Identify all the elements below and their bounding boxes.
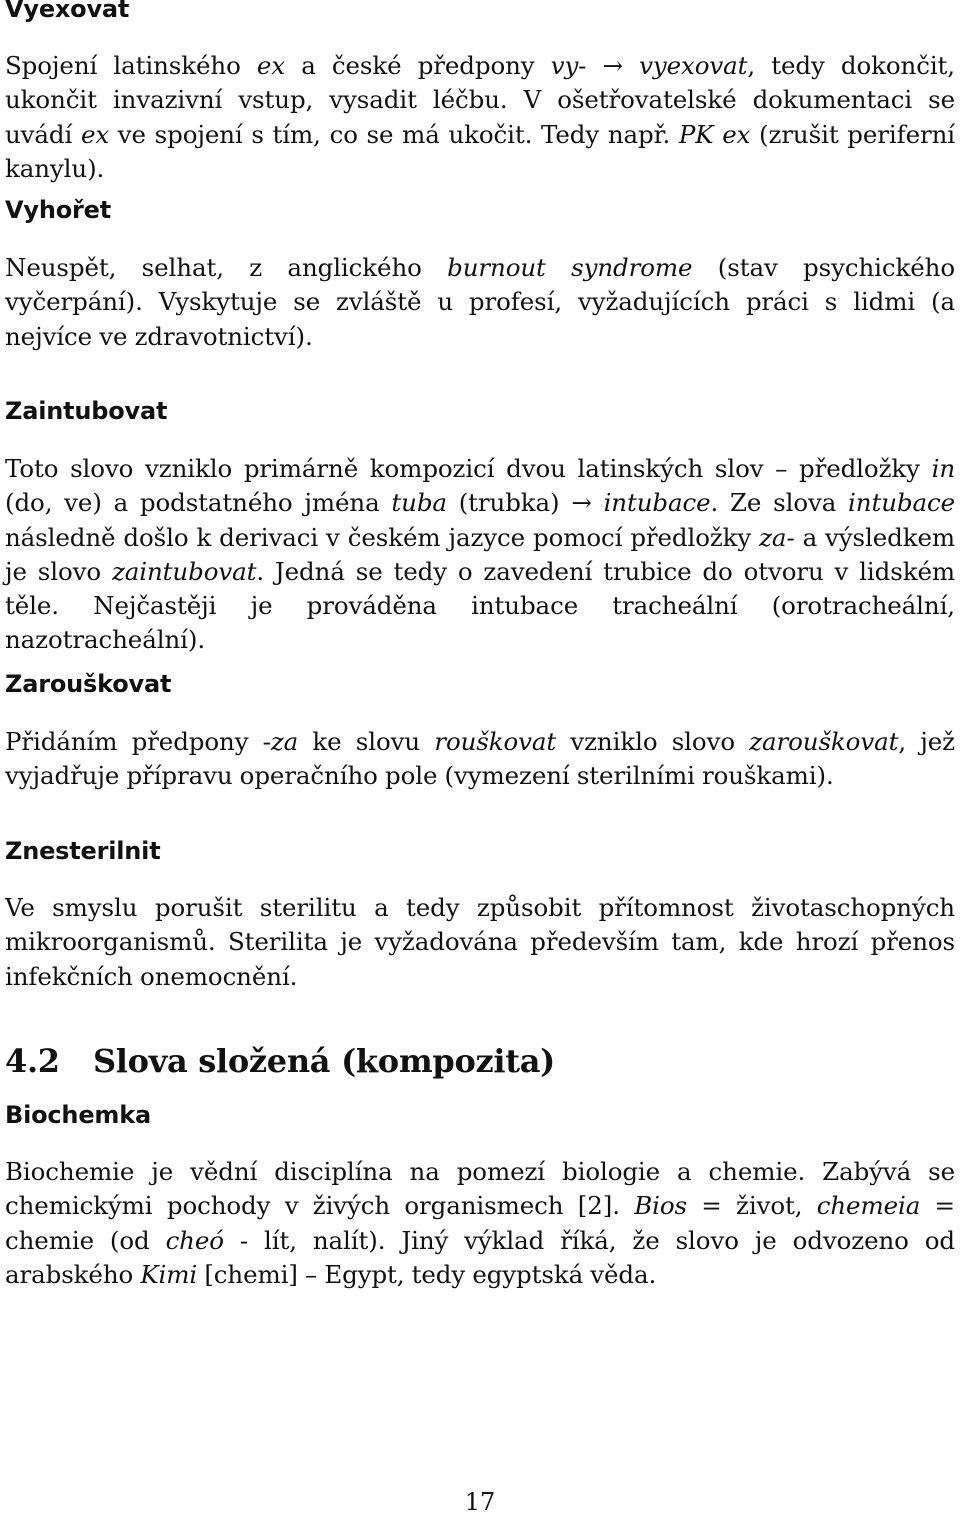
entry-text-zaintubovat: Toto slovo vzniklo primárně kompozicí dvou latinských slov – předložky in (do, ve) a podstatného jména tuba (trubka) → intubace. Ze slova intubace následně došlo k derivaci v českém jazyce pomocí předložky za- a výsledkem je slovo zaintubovat. Jedná se tedy o zavedení trubice do otvoru v lidském těle. Nejčastěji je prováděna intubace tracheální (orotracheální, nazotracheální). — [5, 454, 955, 655]
entry-heading-vyhoret: Vyhořet — [5, 196, 111, 224]
entry-text-vyhoret: Neuspět, selhat, z anglického burnout syndrome (stav psychického vyčerpání). Vyskytuje se zvláště u profesí, vyžadujících práci s lidmi (a nejvíce ve zdravotnictví). — [5, 253, 955, 351]
entry-heading-biochemka: Biochemka — [5, 1101, 151, 1129]
section-title-text: Slova složená (kompozita) — [93, 1042, 555, 1080]
entry-text-vyexovat: Spojení latinského ex a české předpony vy- → vyexovat, tedy dokončit, ukončit invazivní vstup, vysadit léčbu. V ošetřovatelské dokumentaci se uvádí ex ve spojení s tím, co se má ukočit. Tedy např. PK ex (zrušit periferní kanylu). — [5, 51, 955, 183]
section-number: 4.2 — [5, 1042, 60, 1080]
section-title — [5, 1042, 555, 1080]
entry-heading-zarouskovat: Zarouškovat — [5, 670, 172, 698]
entry-text-biochemka: Biochemie je vědní disciplína na pomezí biologie a chemie. Zabývá se chemickými pochody v živých organismech [2]. Bios = život, chemeia = chemie (od cheó - lít, nalít). Jiný výklad říká, že slovo je odvozeno od arabského Kimi [chemi] – Egypt, tedy egyptská věda. — [5, 1157, 955, 1289]
page-number: 17 — [464, 1488, 496, 1516]
entry-text-znesterilnit: Ve smyslu porušit sterilitu a tedy způsobit přítomnost životaschopných mikroorganismů. Sterilita je vyžadována především tam, kde hrozí přenos infekčních onemocnění. — [5, 893, 955, 991]
entry-heading-vyexovat: Vyexovat — [5, 0, 130, 23]
entry-heading-znesterilnit: Znesterilnit — [5, 837, 161, 865]
entry-text-zarouskovat: Přidáním předpony -za ke slovu rouškovat vzniklo slovo zarouškovat, jež vyjadřuje přípravu operačního pole (vymezení sterilními rouškami). — [5, 727, 955, 791]
entry-heading-zaintubovat: Zaintubovat — [5, 397, 168, 425]
